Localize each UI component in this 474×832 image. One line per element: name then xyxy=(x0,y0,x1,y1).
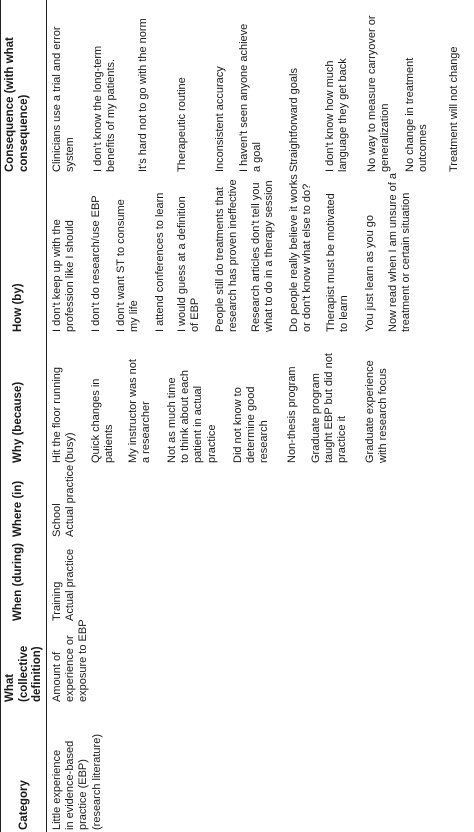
consequence-item xyxy=(214,66,227,172)
how-line: I don't want ST to consume xyxy=(115,199,127,332)
consequence-line: outcomes xyxy=(417,124,430,172)
why-line: with research focus xyxy=(377,368,390,463)
how-line: I don't do research/use EBP xyxy=(90,195,102,332)
what-line: exposure to EBP xyxy=(77,619,90,702)
consequence-item xyxy=(404,58,430,172)
how-item xyxy=(115,199,141,332)
category-cell xyxy=(51,734,104,830)
when-line: Actual practice xyxy=(64,548,77,621)
why-item xyxy=(310,353,350,463)
why-line: Quick changes in xyxy=(90,378,102,463)
why-line: My instructor was not xyxy=(127,359,139,463)
category-line: Little experience xyxy=(51,749,63,830)
how-line: my life xyxy=(128,300,141,332)
how-item xyxy=(364,215,377,332)
how-line: Now read when I am unsure of a xyxy=(387,173,399,332)
header-category: Category xyxy=(18,780,30,830)
how-line: or don't know what else to do? xyxy=(301,183,314,332)
header-where: Where (in) xyxy=(12,480,24,537)
why-item xyxy=(90,379,116,463)
how-item xyxy=(51,219,77,332)
how-line: I would guess at a definition xyxy=(176,196,188,332)
why-item xyxy=(166,370,219,463)
consequence-line: It's hard not to go with the norm xyxy=(137,18,149,172)
what-cell xyxy=(51,619,91,702)
category-line: (research literature) xyxy=(90,734,103,830)
how-line: profession like I should xyxy=(64,220,77,332)
consequence-line: No way to measure carryover or xyxy=(366,15,378,172)
consequence-item xyxy=(288,68,301,172)
consequence-line: system xyxy=(64,137,77,172)
how-line: I don't keep up with the xyxy=(51,219,63,332)
how-item xyxy=(214,179,240,332)
consequence-item xyxy=(92,46,118,172)
why-line: Graduate program xyxy=(310,373,322,463)
what-line: Amount of xyxy=(51,651,63,702)
consequence-item xyxy=(366,16,392,173)
category-line: practice (EBP) xyxy=(77,759,90,830)
header-what-line: What xyxy=(4,673,16,702)
consequence-line: generalization xyxy=(379,103,392,172)
consequence-line: I haven't seen anyone achieve xyxy=(238,23,250,172)
category-line: in evidence-based xyxy=(64,740,77,830)
header-consequence-line: Consequence (with what xyxy=(4,37,16,172)
when-line: Training xyxy=(51,581,63,621)
why-item xyxy=(51,367,77,463)
consequence-line: Inconsistent accuracy xyxy=(214,66,226,172)
consequence-item xyxy=(448,46,461,172)
header-consequence xyxy=(4,37,31,172)
consequence-line: No change in treatment xyxy=(404,57,416,172)
how-item xyxy=(288,174,314,332)
top-rule xyxy=(0,0,1,832)
how-item xyxy=(90,195,103,332)
consequence-line: a goal xyxy=(251,142,264,172)
where-cell xyxy=(51,465,77,537)
how-item xyxy=(154,193,167,332)
how-item xyxy=(250,180,276,332)
why-line: Not as much time xyxy=(166,377,178,463)
header-consequence-line: consequence) xyxy=(17,94,30,172)
consequence-line: Clinicians use a trial and error xyxy=(51,26,63,172)
why-line: determine good xyxy=(245,386,258,463)
consequence-item xyxy=(137,18,150,172)
what-line: experience or xyxy=(64,635,77,702)
consequence-line: language they get back xyxy=(337,58,350,172)
why-line: Did not know to xyxy=(232,387,244,463)
where-line: Actual practice xyxy=(64,464,77,537)
consequence-item xyxy=(176,77,189,172)
header-rule xyxy=(46,0,47,832)
why-item xyxy=(127,359,153,463)
how-line: treatment or certain situation xyxy=(400,192,413,332)
why-line: practice xyxy=(205,424,218,463)
why-line: taught EBP but did not xyxy=(323,353,336,463)
why-line: patients xyxy=(103,424,116,463)
why-line: Non-thesis program xyxy=(286,366,298,463)
how-item xyxy=(325,193,351,332)
how-line: You just learn as you go xyxy=(364,214,376,332)
how-item xyxy=(176,196,202,332)
header-what-line: definition) xyxy=(31,646,43,702)
why-item xyxy=(232,387,272,463)
header-what xyxy=(4,646,45,702)
header-why: Why (because) xyxy=(12,381,24,463)
why-line: Hit the floor running xyxy=(51,367,63,463)
why-item xyxy=(286,366,299,463)
how-line: People still do treatments that xyxy=(214,187,226,332)
why-line: practice it xyxy=(336,415,349,463)
why-line: patient in actual xyxy=(192,385,205,463)
where-line: School xyxy=(51,503,63,537)
header-what-line: (collective xyxy=(17,645,30,702)
consequence-line: Treatment will not change xyxy=(448,46,460,172)
why-item xyxy=(364,360,390,463)
why-line: Graduate experience xyxy=(364,360,376,463)
how-line: Research articles don't tell you xyxy=(250,182,262,332)
consequence-line: Straightforward goals xyxy=(288,68,300,172)
header-when: When (during) xyxy=(12,543,24,621)
why-line: research xyxy=(258,420,271,463)
how-line: Therapist must be motivated xyxy=(325,193,337,332)
why-line: a researcher xyxy=(140,401,153,463)
how-line: Do people really believe it works xyxy=(288,174,300,332)
consequence-item xyxy=(51,26,77,172)
how-line: of EBP xyxy=(189,297,202,332)
how-line: I attend conferences to learn xyxy=(154,192,166,332)
why-line: to think about each xyxy=(179,370,192,463)
how-line: to learn xyxy=(338,295,351,332)
how-item xyxy=(387,173,413,332)
consequence-line: benefits of my patients. xyxy=(105,58,118,172)
when-cell xyxy=(51,549,77,621)
how-line: what to do in a therapy session xyxy=(263,180,276,332)
consequence-line: I don't know the long-term xyxy=(92,45,104,172)
consequence-item xyxy=(324,58,350,172)
header-how: How (by) xyxy=(12,283,24,332)
consequence-line: I don't know how much xyxy=(324,60,336,172)
why-line: (busy) xyxy=(64,432,77,463)
consequence-line: Therapeutic routine xyxy=(176,77,188,172)
consequence-item xyxy=(238,24,264,172)
how-line: research has proven ineffective xyxy=(227,179,240,332)
